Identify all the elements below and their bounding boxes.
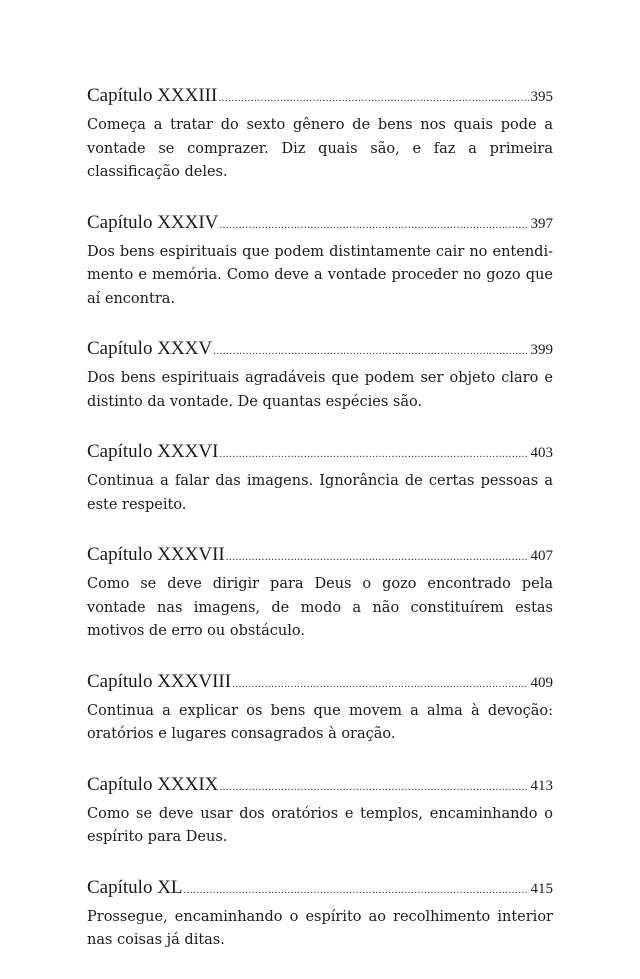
chapter-description: Como se deve dirigir para Deus o gozo encontrado pela vontade nas imagens, de modo a não constituírem estas motivos de erro ou obstáculo. bbox=[87, 576, 553, 639]
page-number: 395 bbox=[530, 89, 553, 105]
chapter-description: Dos bens espirituais agradáveis que podem ser objeto claro e distinto da vontade. De quantas espécies são. bbox=[87, 370, 553, 410]
chapter-heading[interactable] bbox=[87, 84, 553, 108]
page-number: 407 bbox=[530, 548, 553, 564]
page-number: 403 bbox=[530, 445, 553, 461]
chapter-description: Continua a falar das imagens. Ignorância de certas pessoas a este respeito. bbox=[87, 473, 553, 513]
dot-leader bbox=[219, 217, 528, 233]
toc-entry bbox=[87, 211, 553, 312]
chapter-heading[interactable] bbox=[87, 337, 553, 361]
chapter-description: Como se deve usar dos oratórios e templos, encaminhando o espírito para Deus. bbox=[87, 805, 553, 845]
chapter-title: Capítulo XXXIV bbox=[87, 211, 219, 233]
chapter-heading[interactable] bbox=[87, 670, 553, 694]
chapter-description: Começa a tratar do sexto gênero de bens nos quais pode a vontade se comprazer. Diz quais são, e faz a primeira classificação deles. bbox=[87, 117, 553, 180]
toc-entry bbox=[87, 543, 553, 644]
dot-leader bbox=[219, 779, 528, 795]
dot-leader bbox=[232, 676, 528, 692]
chapter-heading[interactable] bbox=[87, 773, 553, 797]
chapter-title: Capítulo XXXIX bbox=[87, 773, 219, 795]
chapter-description: Dos bens espirituais que podem distintamente cair no entendimento e memória. Como deve a vontade proceder no gozo que aí encontra. bbox=[87, 243, 553, 307]
dot-leader bbox=[218, 90, 528, 106]
page-number: 413 bbox=[530, 777, 553, 794]
chapter-heading[interactable] bbox=[87, 543, 553, 567]
dot-leader bbox=[184, 882, 529, 898]
toc-entry bbox=[87, 440, 553, 517]
toc-entry bbox=[87, 84, 553, 185]
table-of-contents bbox=[87, 84, 553, 979]
toc-entry bbox=[87, 876, 553, 953]
chapter-title: Capítulo XXXVIII bbox=[87, 670, 232, 692]
toc-entry bbox=[87, 773, 553, 850]
chapter-heading[interactable] bbox=[87, 440, 553, 464]
chapter-title: Capítulo XL bbox=[87, 876, 183, 898]
toc-entry bbox=[87, 670, 553, 747]
page-number: 409 bbox=[530, 674, 553, 691]
chapter-title: Capítulo XXXVI bbox=[87, 441, 219, 462]
chapter-description: Prossegue, encaminhando o espírito ao recolhimento interior nas coisas já ditas. bbox=[87, 908, 553, 948]
chapter-description: Continua a explicar os bens que movem a alma à devoção: oratórios e lugares consagrados à oração. bbox=[87, 702, 553, 742]
toc-entry bbox=[87, 337, 553, 414]
dot-leader bbox=[213, 343, 528, 359]
chapter-title: Capítulo XXXVII bbox=[87, 544, 225, 565]
chapter-heading[interactable] bbox=[87, 876, 553, 900]
page-number: 397 bbox=[530, 215, 553, 232]
dot-leader bbox=[219, 446, 528, 462]
chapter-title: Capítulo XXXV bbox=[87, 338, 213, 359]
chapter-heading[interactable] bbox=[87, 211, 553, 235]
page-number: 399 bbox=[530, 342, 553, 358]
page-number: 415 bbox=[530, 880, 553, 897]
dot-leader bbox=[226, 549, 529, 565]
chapter-title: Capítulo XXXIII bbox=[87, 85, 218, 106]
